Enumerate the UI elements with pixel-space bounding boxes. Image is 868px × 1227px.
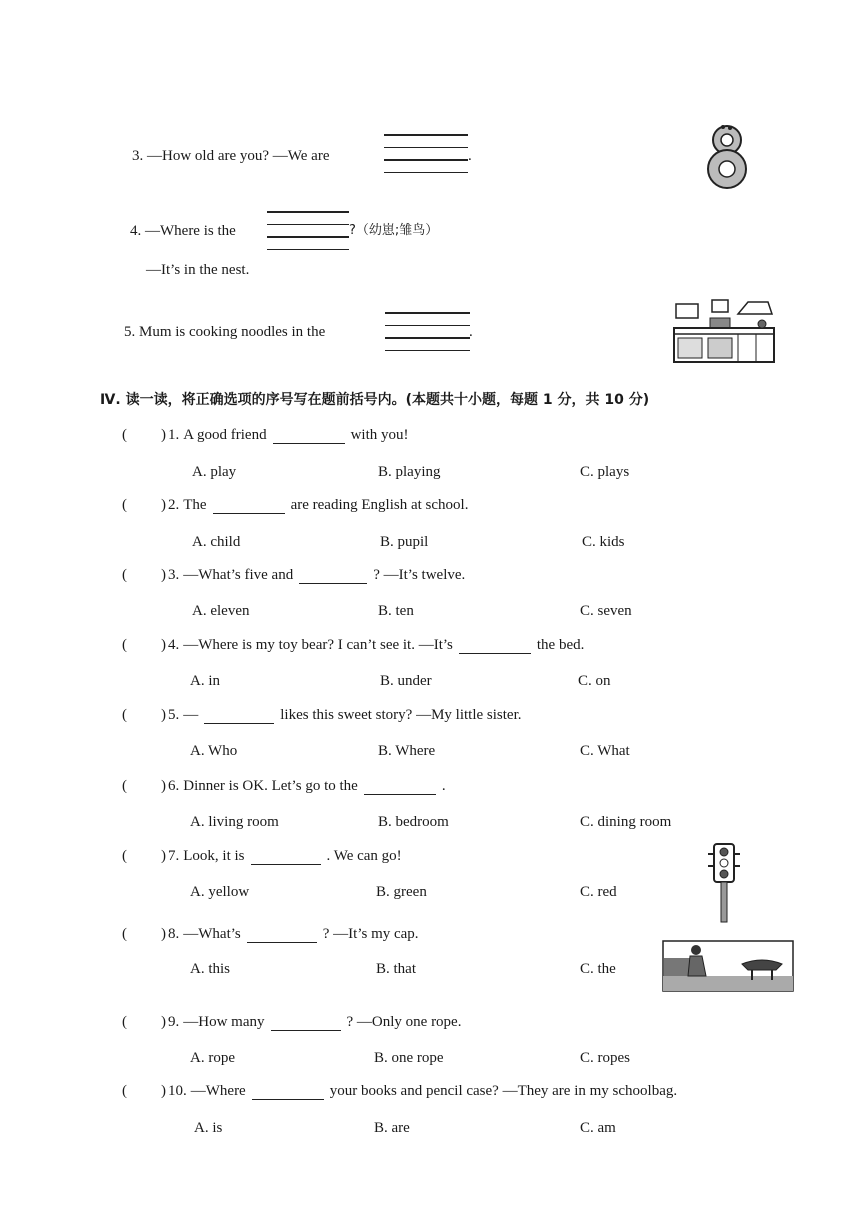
- question-1: [122, 428, 409, 444]
- question-4: [122, 638, 584, 654]
- fill-item-text: —How old are you? —We are: [147, 148, 330, 164]
- answer-bracket-open: (: [122, 926, 127, 942]
- question-text-before: —Where: [190, 1083, 246, 1099]
- fill-item-answer: —It’s in the nest.: [146, 262, 250, 278]
- question-text-before: Dinner is OK. Let’s go to the: [183, 778, 358, 794]
- answer-blank[interactable]: [299, 568, 367, 584]
- section-title: Ⅳ. 读一读，将正确选项的序号写在题前括号内。(本题共十小题，每题 1 分，共 10 分): [100, 392, 650, 408]
- option-b[interactable]: B. bedroom: [378, 814, 449, 830]
- option-c[interactable]: C. on: [578, 673, 611, 689]
- option-b[interactable]: B. ten: [378, 603, 414, 619]
- answer-bracket-open: (: [122, 848, 127, 864]
- option-a[interactable]: A. eleven: [192, 603, 250, 619]
- option-a[interactable]: A. this: [190, 961, 231, 977]
- answer-blank[interactable]: [459, 638, 531, 654]
- answer-bracket-close: ): [161, 497, 166, 513]
- question-6: [122, 779, 446, 795]
- writing-lines[interactable]: [385, 312, 470, 362]
- option-b[interactable]: B. that: [376, 961, 416, 977]
- question-3: [122, 568, 465, 584]
- option-b[interactable]: B. playing: [378, 464, 441, 480]
- answer-bracket-close: ): [161, 1083, 166, 1099]
- question-10: [122, 1084, 677, 1100]
- question-text-before: Look, it is: [183, 848, 245, 864]
- fill-item-text: —Where is the: [145, 223, 236, 239]
- option-b[interactable]: B. under: [380, 673, 432, 689]
- question-number: 6.: [168, 778, 180, 794]
- option-c[interactable]: C. What: [580, 743, 630, 759]
- question-text-after: likes this sweet story? —My little sister.: [280, 707, 522, 723]
- answer-bracket-open: (: [122, 567, 127, 583]
- answer-bracket-close: ): [161, 707, 166, 723]
- option-a[interactable]: A. play: [192, 464, 237, 480]
- answer-blank[interactable]: [251, 849, 321, 865]
- option-b[interactable]: B. green: [376, 884, 427, 900]
- answer-bracket-open: (: [122, 427, 127, 443]
- question-number: 8.: [168, 926, 180, 942]
- answer-bracket-open: (: [122, 637, 127, 653]
- answer-bracket-open: (: [122, 497, 127, 513]
- question-2: [122, 498, 468, 514]
- answer-bracket-close: ): [161, 778, 166, 794]
- option-c[interactable]: C. plays: [580, 464, 630, 480]
- fill-item-5: [124, 325, 325, 340]
- question-text-before: —: [183, 707, 199, 723]
- writing-lines[interactable]: [267, 211, 349, 261]
- answer-bracket-close: ): [161, 848, 166, 864]
- answer-blank[interactable]: [271, 1015, 341, 1031]
- option-c[interactable]: C. red: [580, 884, 617, 900]
- kitchen-icon: [672, 298, 776, 364]
- answer-blank[interactable]: [204, 708, 274, 724]
- answer-bracket-open: (: [122, 1014, 127, 1030]
- question-text-before: —Where is my toy bear? I can’t see it. —It’s: [183, 637, 453, 653]
- question-text-before: —What’s five and: [183, 567, 294, 583]
- option-b[interactable]: B. one rope: [374, 1050, 444, 1066]
- traffic-light-icon: [706, 842, 742, 924]
- question-9: [122, 1015, 461, 1031]
- answer-bracket-close: ): [161, 1014, 166, 1030]
- answer-blank[interactable]: [364, 779, 436, 795]
- question-text-after: ? —Only one rope.: [346, 1014, 462, 1030]
- question-text-after: ? —It’s my cap.: [322, 926, 419, 942]
- fill-item-text: Mum is cooking noodles in the: [139, 324, 326, 340]
- answer-bracket-close: ): [161, 926, 166, 942]
- digit-eight-icon: [697, 120, 757, 192]
- question-text-after: are reading English at school.: [290, 497, 469, 513]
- answer-blank[interactable]: [273, 428, 345, 444]
- option-c[interactable]: C. the: [580, 961, 616, 977]
- option-b[interactable]: B. pupil: [380, 534, 429, 550]
- writing-lines[interactable]: [384, 134, 468, 184]
- answer-bracket-close: ): [161, 427, 166, 443]
- question-text-after: your books and pencil case? —They are in my schoolbag.: [329, 1083, 678, 1099]
- question-number: 7.: [168, 848, 180, 864]
- question-number: 10.: [168, 1083, 187, 1099]
- question-number: 4.: [168, 637, 180, 653]
- question-7: [122, 849, 402, 865]
- fill-item-number: 5.: [124, 324, 136, 340]
- question-text-after: ? —It’s twelve.: [373, 567, 466, 583]
- answer-bracket-close: ): [161, 567, 166, 583]
- option-b[interactable]: B. are: [374, 1120, 410, 1136]
- option-b[interactable]: B. Where: [378, 743, 436, 759]
- option-a[interactable]: A. living room: [190, 814, 279, 830]
- option-c[interactable]: C. am: [580, 1120, 616, 1136]
- fill-item-hint: ?（幼崽;雏鸟）: [349, 223, 439, 238]
- option-a[interactable]: A. is: [194, 1120, 223, 1136]
- fill-item-3: [132, 149, 329, 164]
- answer-blank[interactable]: [247, 927, 317, 943]
- question-number: 3.: [168, 567, 180, 583]
- question-text-after: . We can go!: [326, 848, 402, 864]
- question-number: 1.: [168, 427, 180, 443]
- option-c[interactable]: C. seven: [580, 603, 632, 619]
- question-number: 2.: [168, 497, 180, 513]
- question-text-before: —How many: [183, 1014, 265, 1030]
- fill-item-number: 3.: [132, 148, 144, 164]
- option-a[interactable]: A. child: [192, 534, 241, 550]
- fill-item-end: .: [469, 324, 473, 340]
- question-number: 5.: [168, 707, 180, 723]
- question-text-after: .: [441, 778, 446, 794]
- answer-bracket-close: ): [161, 637, 166, 653]
- question-text-before: A good friend: [183, 427, 267, 443]
- question-text-after: the bed.: [536, 637, 585, 653]
- option-c[interactable]: C. dining room: [580, 814, 672, 830]
- answer-bracket-open: (: [122, 1083, 127, 1099]
- question-8: [122, 927, 419, 943]
- option-a[interactable]: A. yellow: [190, 884, 250, 900]
- answer-blank[interactable]: [213, 498, 285, 514]
- option-a[interactable]: A. Who: [190, 743, 238, 759]
- question-text-before: —What’s: [183, 926, 241, 942]
- fill-item-number: 4.: [130, 223, 142, 239]
- option-c[interactable]: C. ropes: [580, 1050, 630, 1066]
- option-c[interactable]: C. kids: [582, 534, 625, 550]
- option-a[interactable]: A. rope: [190, 1050, 235, 1066]
- fill-item-4: [130, 224, 236, 239]
- answer-bracket-open: (: [122, 778, 127, 794]
- option-a[interactable]: A. in: [190, 673, 220, 689]
- fill-item-end: .: [468, 148, 472, 164]
- cap-scene-icon: [662, 940, 794, 992]
- question-text-before: The: [183, 497, 207, 513]
- answer-bracket-open: (: [122, 707, 127, 723]
- question-number: 9.: [168, 1014, 180, 1030]
- answer-blank[interactable]: [252, 1084, 324, 1100]
- question-text-after: with you!: [350, 427, 409, 443]
- question-5: [122, 708, 521, 724]
